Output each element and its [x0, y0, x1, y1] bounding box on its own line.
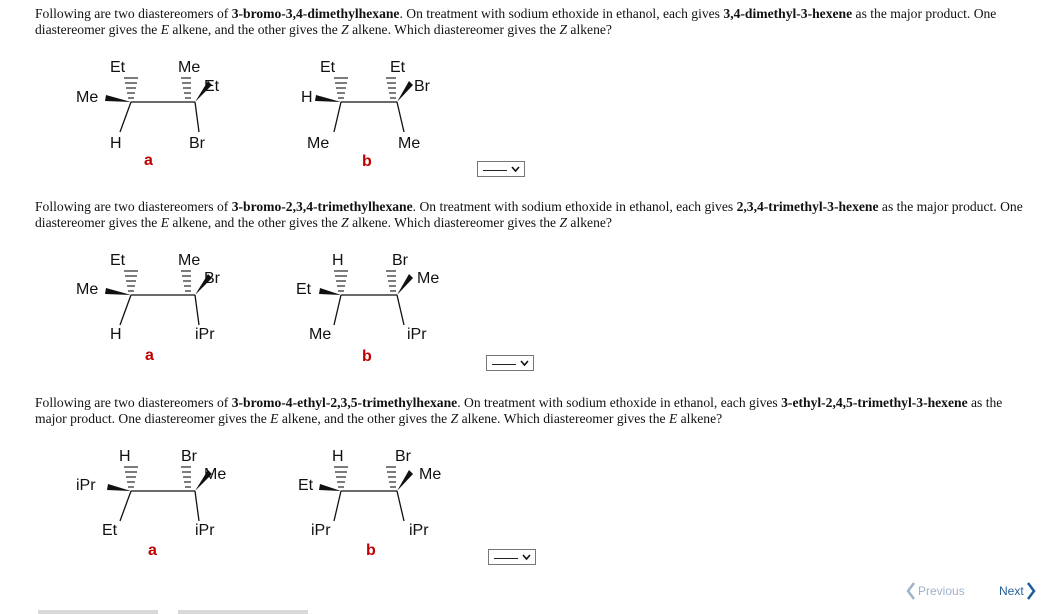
q3a-sub-up-left: H	[119, 448, 131, 465]
q2-structure-a	[70, 248, 250, 366]
q1b-sub-up-left: Et	[320, 59, 336, 76]
q2a-sub-up-left: Et	[110, 252, 126, 269]
q1-label-a: a	[144, 152, 153, 169]
question-1-text: Following are two diastereomers of 3-bromo-3,4-dimethylhexane. On treatment with sodium ethoxide in ethanol, each gives 3,4-dimethyl-3-hexene as the major product. One diastereomer gives the E alkene, and the other gives the Z alkene. Which diastereomer gives the Z alkene?	[35, 6, 997, 37]
q1a-sub-right: Et	[204, 78, 220, 95]
q1b-sub-right: Br	[414, 78, 430, 95]
q3-structure-b	[290, 444, 470, 562]
q3a-sub-left: iPr	[76, 477, 96, 494]
chevron-left-icon	[906, 581, 916, 601]
q3a-sub-down-right: iPr	[195, 522, 215, 539]
q1a-sub-left: Me	[76, 89, 99, 106]
q3a-sub-right: Me	[204, 466, 227, 483]
q2a-sub-right: Br	[204, 270, 220, 287]
previous-button[interactable]	[906, 581, 965, 601]
q3b-sub-down-right: iPr	[409, 522, 429, 539]
q2b-sub-left: Et	[296, 281, 312, 298]
q1a-sub-up-left: Et	[110, 59, 126, 76]
bottom-scroll-strip	[38, 610, 308, 614]
q1-answer-blank	[483, 170, 507, 171]
chevron-down-icon	[520, 359, 529, 367]
q1b-sub-down-left: Me	[307, 135, 330, 152]
q1-label-b: b	[362, 153, 372, 170]
chevron-right-icon	[1026, 581, 1036, 601]
chevron-down-icon	[511, 165, 520, 173]
q3-structure-a	[70, 444, 250, 562]
q2b-sub-down-right: iPr	[407, 326, 427, 343]
question-2-text: Following are two diastereomers of 3-bromo-2,3,4-trimethylhexane. On treatment with sodium ethoxide in ethanol, each gives 2,3,4-trimethyl-3-hexene as the major product. One diastereomer gives the E alkene, and the other gives the Z alkene. Which diastereomer gives the Z alkene?	[35, 199, 1023, 230]
q1-structure-b	[290, 55, 470, 170]
q2b-sub-up-left: H	[332, 252, 344, 269]
q3b-sub-right: Me	[419, 466, 442, 483]
q3a-sub-up-right: Br	[181, 448, 197, 465]
q1b-sub-left: H	[301, 89, 313, 106]
q1a-sub-down-left: H	[110, 135, 122, 152]
q3b-sub-up-left: H	[332, 448, 344, 465]
q2b-sub-down-left: Me	[309, 326, 332, 343]
chevron-down-icon	[522, 553, 531, 561]
q2-answer-select[interactable]	[486, 355, 534, 371]
q3b-sub-up-right: Br	[395, 448, 411, 465]
q2a-sub-down-right: iPr	[195, 326, 215, 343]
q2-structure-b	[290, 248, 470, 366]
q3-label-b: b	[366, 542, 376, 559]
q1b-sub-up-right: Et	[390, 59, 406, 76]
q3b-sub-left: Et	[298, 477, 314, 494]
q3-answer-select[interactable]	[488, 549, 536, 565]
next-label: Next	[999, 584, 1024, 598]
q2-label-a: a	[145, 347, 154, 364]
q3a-sub-down-left: Et	[102, 522, 118, 539]
q1-answer-select[interactable]	[477, 161, 525, 177]
q2-label-b: b	[362, 348, 372, 365]
q2a-sub-up-right: Me	[178, 252, 201, 269]
next-button[interactable]	[999, 581, 1036, 601]
q1-structure-a	[70, 55, 250, 170]
q3-label-a: a	[148, 542, 157, 559]
q2-answer-blank	[492, 364, 516, 365]
q2b-sub-up-right: Br	[392, 252, 408, 269]
q1a-sub-up-right: Me	[178, 59, 201, 76]
q2a-sub-left: Me	[76, 281, 99, 298]
q1b-sub-down-right: Me	[398, 135, 421, 152]
q2a-sub-down-left: H	[110, 326, 122, 343]
previous-label: Previous	[918, 584, 965, 598]
q1a-sub-down-right: Br	[189, 135, 205, 152]
q3b-sub-down-left: iPr	[311, 522, 331, 539]
q3-answer-blank	[494, 558, 518, 559]
q2b-sub-right: Me	[417, 270, 440, 287]
question-3-text: Following are two diastereomers of 3-bromo-4-ethyl-2,3,5-trimethylhexane. On treatment with sodium ethoxide in ethanol, each gives 3-ethyl-2,4,5-trimethyl-3-hexene as the major product. One diastereomer gives the E alkene, and the other gives the Z alkene. Which diastereomer gives the E alkene?	[35, 395, 1003, 426]
